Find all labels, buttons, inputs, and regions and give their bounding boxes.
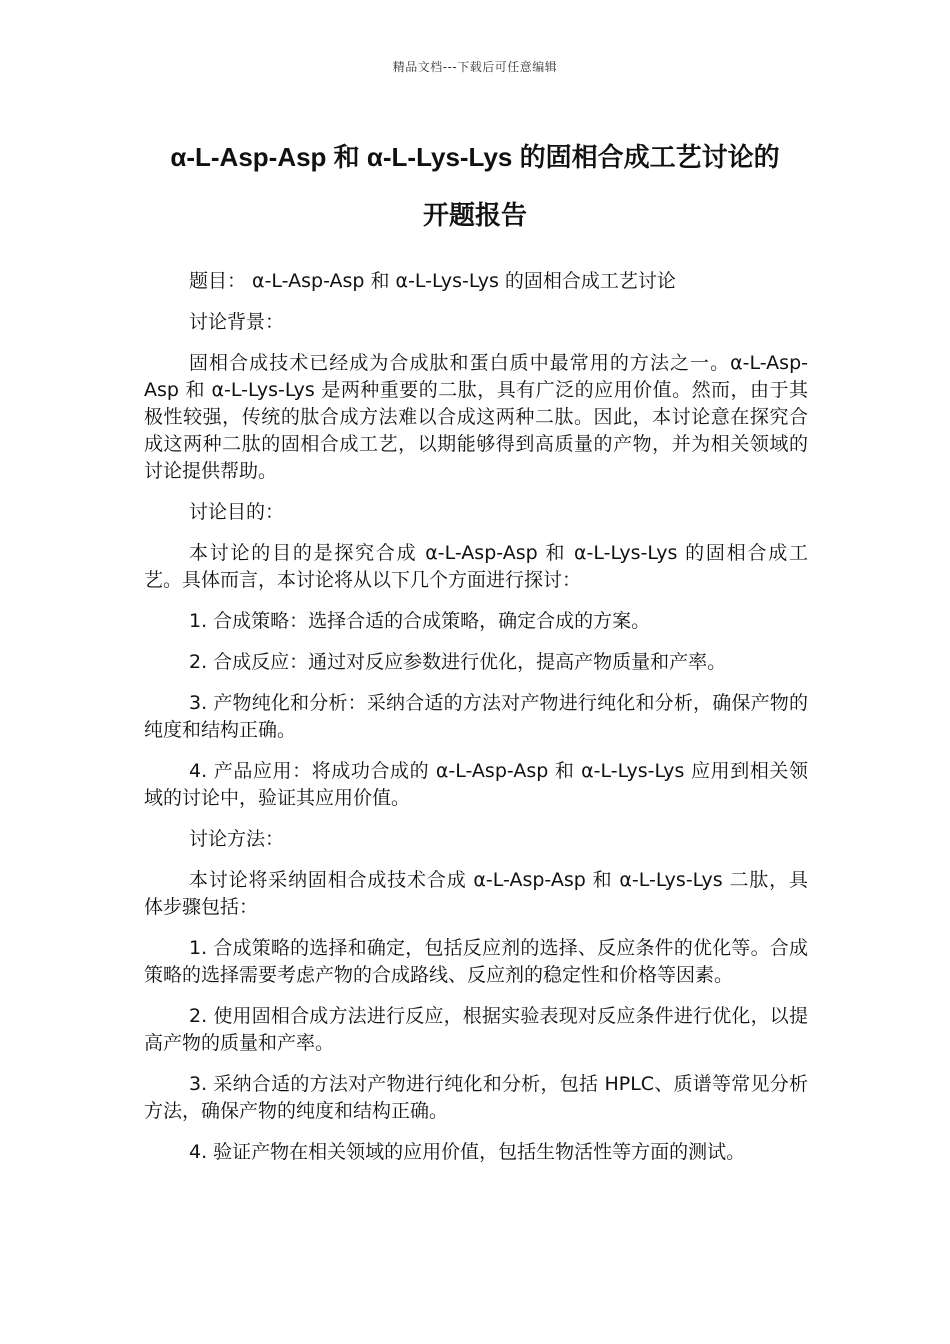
purpose-item-3: 3. 产物纯化和分析：采纳合适的方法对产物进行纯化和分析，确保产物的纯度和结构正确。: [144, 692, 808, 741]
purpose-item-2: 2. 合成反应：通过对反应参数进行优化，提高产物质量和产率。: [189, 651, 727, 673]
title-line-2: 开题报告: [422, 200, 527, 230]
title-line-1: α-L-Asp-Asp 和 α-L-Lys-Lys 的固相合成工艺讨论的: [170, 142, 780, 172]
purpose-item-1: 1. 合成策略：选择合适的合成策略，确定合成的方案。: [189, 610, 651, 632]
document-body: [144, 268, 808, 1180]
purpose-paragraph: 本讨论的目的是探究合成 α-L-Asp-Asp 和 α-L-Lys-Lys 的固相合成工艺。具体而言，本讨论将从以下几个方面进行探讨：: [144, 542, 808, 591]
section-heading-purpose: 讨论目的：: [189, 501, 285, 523]
section-heading-background: 讨论背景：: [189, 311, 285, 333]
method-step-4: 4. 验证产物在相关领域的应用价值，包括生物活性等方面的测试。: [189, 1141, 746, 1163]
section-heading-method: 讨论方法：: [189, 828, 285, 850]
document-title: [110, 128, 840, 244]
method-paragraph: 本讨论将采纳固相合成技术合成 α-L-Asp-Asp 和 α-L-Lys-Lys 二肽，具体步骤包括：: [144, 869, 808, 918]
background-paragraph: 固相合成技术已经成为合成肽和蛋白质中最常用的方法之一。α-L-Asp-Asp 和 α-L-Lys-Lys 是两种重要的二肽，具有广泛的应用价值。然而，由于其极性较强，传统的肽合成方法难以合成这两种二肽。因此，本讨论意在探究合成这两种二肽的固相合成工艺，以期能够得到高质量的产物，并为相关领域的讨论提供帮助。: [144, 352, 808, 482]
method-step-1: 1. 合成策略的选择和确定，包括反应剂的选择、反应条件的优化等。合成策略的选择需要考虑产物的合成路线、反应剂的稳定性和价格等因素。: [144, 937, 808, 986]
method-step-2: 2. 使用固相合成方法进行反应，根据实验表现对反应条件进行优化，以提高产物的质量和产率。: [144, 1005, 808, 1054]
purpose-item-4: 4. 产品应用：将成功合成的 α-L-Asp-Asp 和 α-L-Lys-Lys 应用到相关领域的讨论中，验证其应用价值。: [144, 760, 808, 809]
topic-line: 题目： α-L-Asp-Asp 和 α-L-Lys-Lys 的固相合成工艺讨论: [189, 270, 676, 292]
method-step-3: 3. 采纳合适的方法对产物进行纯化和分析，包括 HPLC、质谱等常见分析方法，确保产物的纯度和结构正确。: [144, 1073, 808, 1122]
page-header: 精品文档---下载后可任意编辑: [392, 60, 558, 74]
